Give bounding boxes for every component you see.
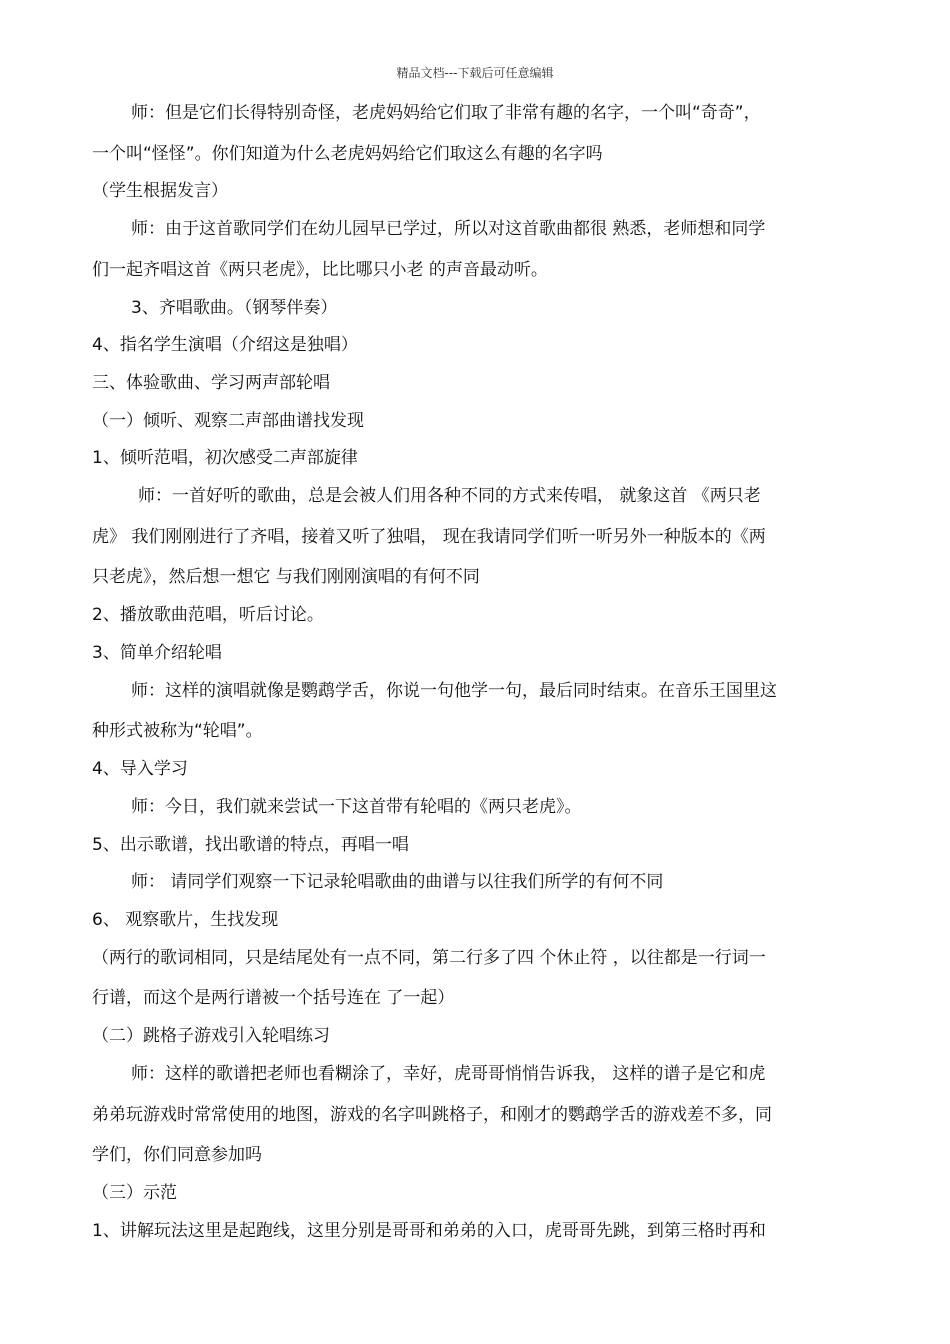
- page-header: 精品文档---下载后可任意编辑: [396, 66, 554, 80]
- text-line: 师：今日，我们就来尝试一下这首带有轮唱的《两只老虎》。: [131, 797, 582, 817]
- text-line: 3、简单介绍轮唱: [92, 643, 222, 663]
- text-line: 师：这样的歌谱把老师也看糊涂了，幸好，虎哥哥悄悄告诉我， 这样的谱子是它和虎: [131, 1064, 766, 1084]
- text-line: 3、齐唱歌曲。（钢琴伴奏）: [131, 298, 338, 318]
- text-line: 师：一首好听的歌曲，总是会被人们用各种不同的方式来传唱， 就象这首 《两只老: [138, 486, 761, 506]
- text-line: 虎》 我们刚刚进行了齐唱，接着又听了独唱， 现在我请同学们听一听另外一种版本的《两: [92, 527, 766, 547]
- text-line: 行谱，而这个是两行谱被一个括号连在 了一起）: [92, 988, 455, 1008]
- text-line: 一个叫“怪怪”。你们知道为什么老虎妈妈给它们取这么有趣的名字吗: [92, 144, 603, 164]
- subsection-heading: （二）跳格子游戏引入轮唱练习: [92, 1026, 330, 1046]
- text-line: 2、播放歌曲范唱，听后讨论。: [92, 605, 324, 625]
- text-line: 们一起齐唱这首《两只老虎》，比比哪只小老 的声音最动听。: [92, 260, 548, 280]
- text-line: 学们，你们同意参加吗: [92, 1145, 262, 1165]
- text-line: 1、倾听范唱，初次感受二声部旋律: [92, 448, 358, 468]
- text-line: 种形式被称为“轮唱”。: [92, 721, 263, 741]
- text-line: 师：这样的演唱就像是鹦鹉学舌，你说一句他学一句，最后同时结束。在音乐王国里这: [131, 681, 777, 701]
- text-line: 1、讲解玩法这里是起跑线，这里分别是哥哥和弟弟的入口，虎哥哥先跳，到第三格时再和: [92, 1221, 766, 1241]
- section-heading: 三、体验歌曲、学习两声部轮唱: [92, 373, 330, 393]
- text-line: 师： 请同学们观察一下记录轮唱歌曲的曲谱与以往我们所学的有何不同: [131, 872, 664, 892]
- text-line: 只老虎》，然后想一想它 与我们刚刚演唱的有何不同: [92, 567, 480, 587]
- text-line: 4、指名学生演唱（介绍这是独唱）: [92, 335, 358, 355]
- text-line: 5、出示歌谱，找出歌谱的特点，再唱一唱: [92, 835, 409, 855]
- text-line: 弟弟玩游戏时常常使用的地图，游戏的名字叫跳格子，和刚才的鹦鹉学舌的游戏差不多，同: [92, 1105, 772, 1125]
- subsection-heading: （三）示范: [92, 1183, 177, 1203]
- text-line: 师：但是它们长得特别奇怪，老虎妈妈给它们取了非常有趣的名字，一个叫“奇奇”，: [131, 103, 761, 123]
- text-line: 师：由于这首歌同学们在幼儿园早已学过，所以对这首歌曲都很 熟悉，老师想和同学: [131, 219, 766, 239]
- text-line: （两行的歌词相同，只是结尾处有一点不同，第二行多了四 个休止符 ，以往都是一行词一: [92, 948, 766, 968]
- text-line: 6、 观察歌片，生找发现: [92, 910, 279, 930]
- text-line: （学生根据发言）: [92, 181, 228, 201]
- subsection-heading: （一）倾听、观察二声部曲谱找发现: [92, 411, 364, 431]
- text-line: 4、导入学习: [92, 759, 188, 779]
